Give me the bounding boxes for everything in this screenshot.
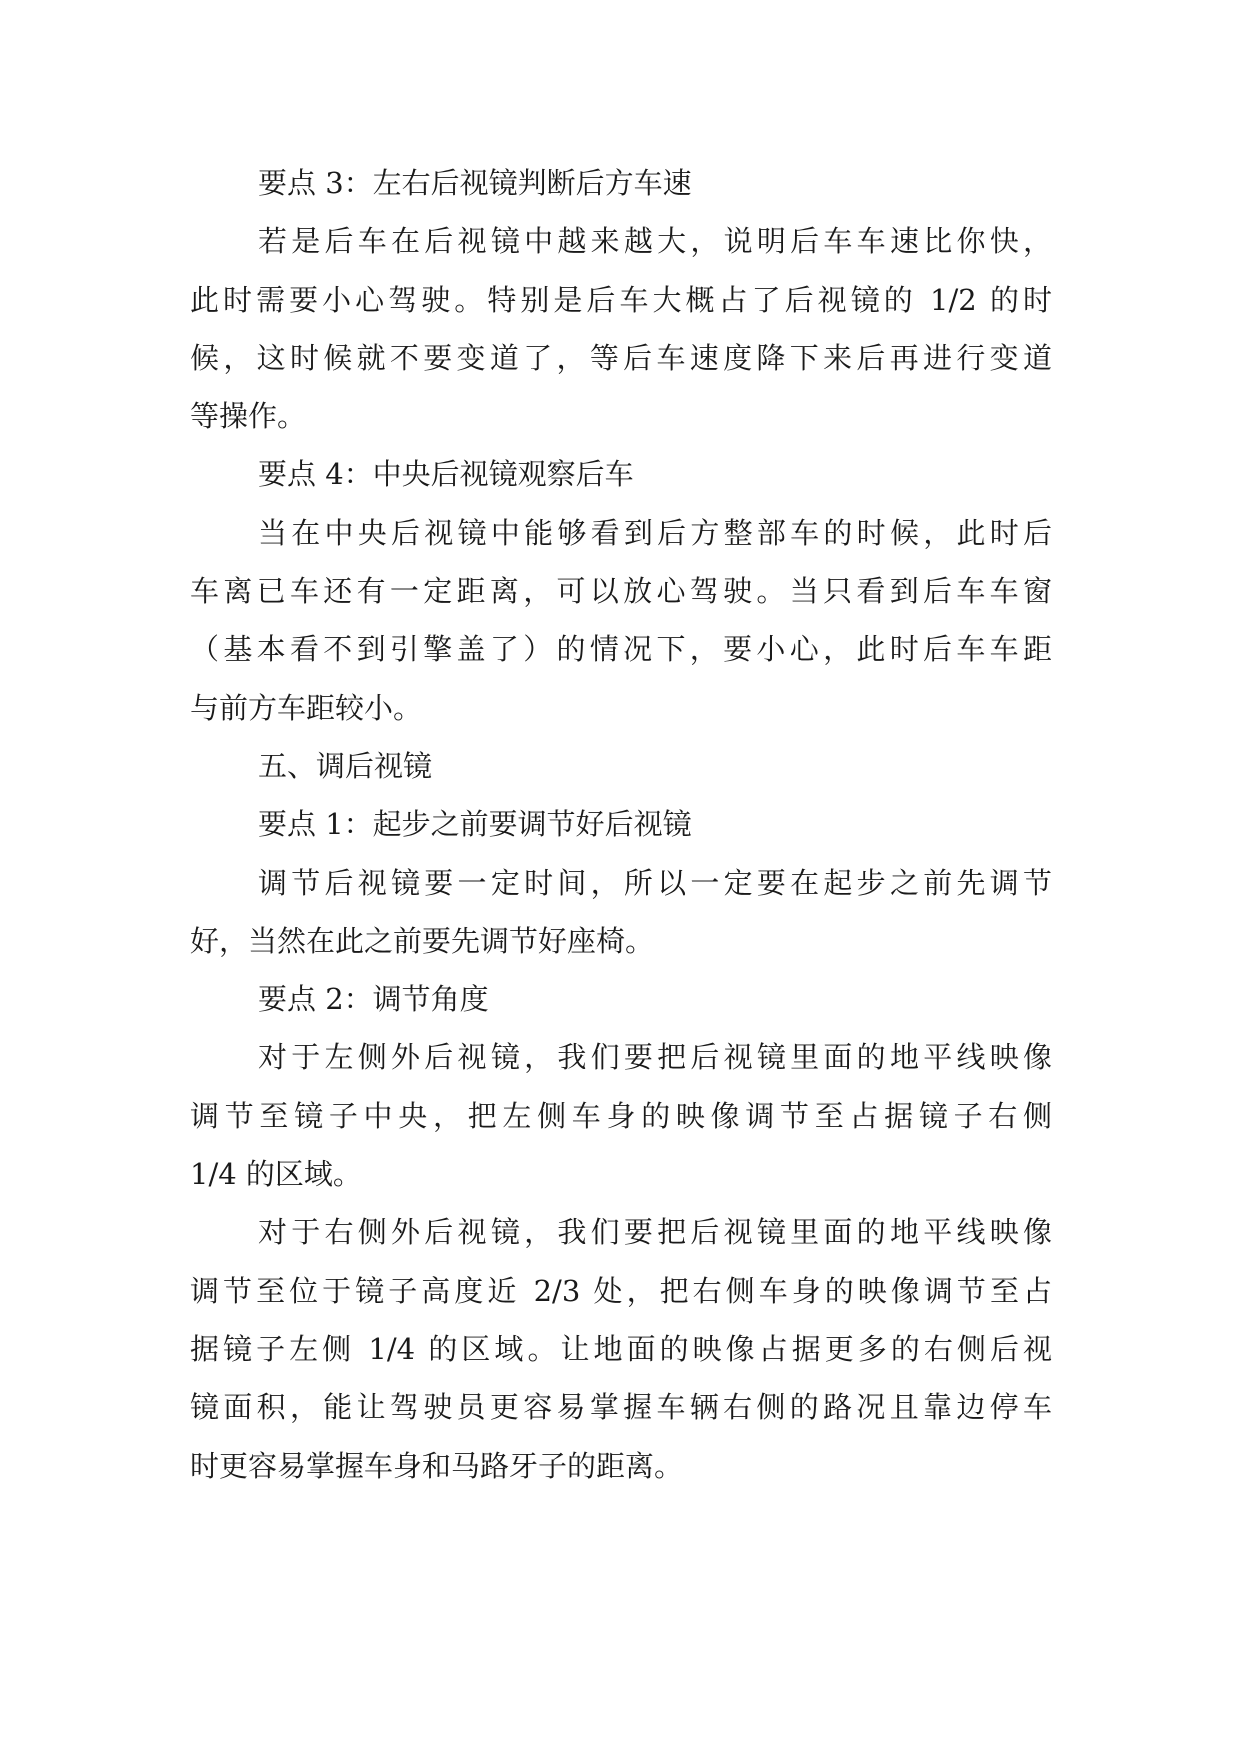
paragraph-line: 时更容易掌握车身和马路牙子的距离。 [190, 1448, 684, 1483]
section-heading: 五、调后视镜 [258, 748, 433, 783]
paragraph-line: 车离已车还有一定距离，可以放心驾驶。当只看到后车车窗 [190, 574, 1052, 609]
paragraph-line: 与前方车距较小。 [190, 690, 423, 725]
heading-point-3: 要点 3：左右后视镜判断后方车速 [258, 166, 692, 200]
paragraph-line: 若是后车在后视镜中越来越大，说明后车车速比你快， [258, 224, 1052, 259]
paragraph-line: 此时需要小心驾驶。特别是后车大概占了后视镜的 1/2 的时 [190, 282, 1052, 317]
paragraph-line: （基本看不到引擎盖了）的情况下，要小心，此时后车车距 [190, 632, 1052, 667]
paragraph-line: 好，当然在此之前要先调节好座椅。 [190, 923, 655, 958]
heading-point-2: 要点 2：调节角度 [258, 982, 489, 1017]
paragraph-line: 据镜子左侧 1/4 的区域。让地面的映像占据更多的右侧后视 [190, 1331, 1052, 1366]
paragraph-line: 等操作。 [190, 399, 307, 434]
paragraph-line: 对于右侧外后视镜，我们要把后视镜里面的地平线映像 [258, 1215, 1052, 1250]
paragraph-line: 调节至镜子中央，把左侧车身的映像调节至占据镜子右侧 [190, 1098, 1052, 1133]
paragraph-line: 候，这时候就不要变道了，等后车速度降下来后再进行变道 [190, 340, 1052, 375]
paragraph-line: 调节后视镜要一定时间，所以一定要在起步之前先调节 [258, 865, 1052, 900]
paragraph-line: 镜面积，能让驾驶员更容易掌握车辆右侧的路况且靠边停车 [190, 1390, 1052, 1425]
paragraph-line: 调节至位于镜子高度近 2/3 处，把右侧车身的映像调节至占 [190, 1273, 1052, 1308]
paragraph-line: 1/4 的区域。 [190, 1157, 362, 1192]
heading-point-1: 要点 1：起步之前要调节好后视镜 [258, 807, 692, 842]
paragraph-line: 当在中央后视镜中能够看到后方整部车的时候，此时后 [258, 515, 1052, 550]
paragraph-line: 对于左侧外后视镜，我们要把后视镜里面的地平线映像 [258, 1040, 1052, 1075]
document-page [190, 154, 1052, 1495]
heading-point-4: 要点 4：中央后视镜观察后车 [258, 457, 634, 492]
